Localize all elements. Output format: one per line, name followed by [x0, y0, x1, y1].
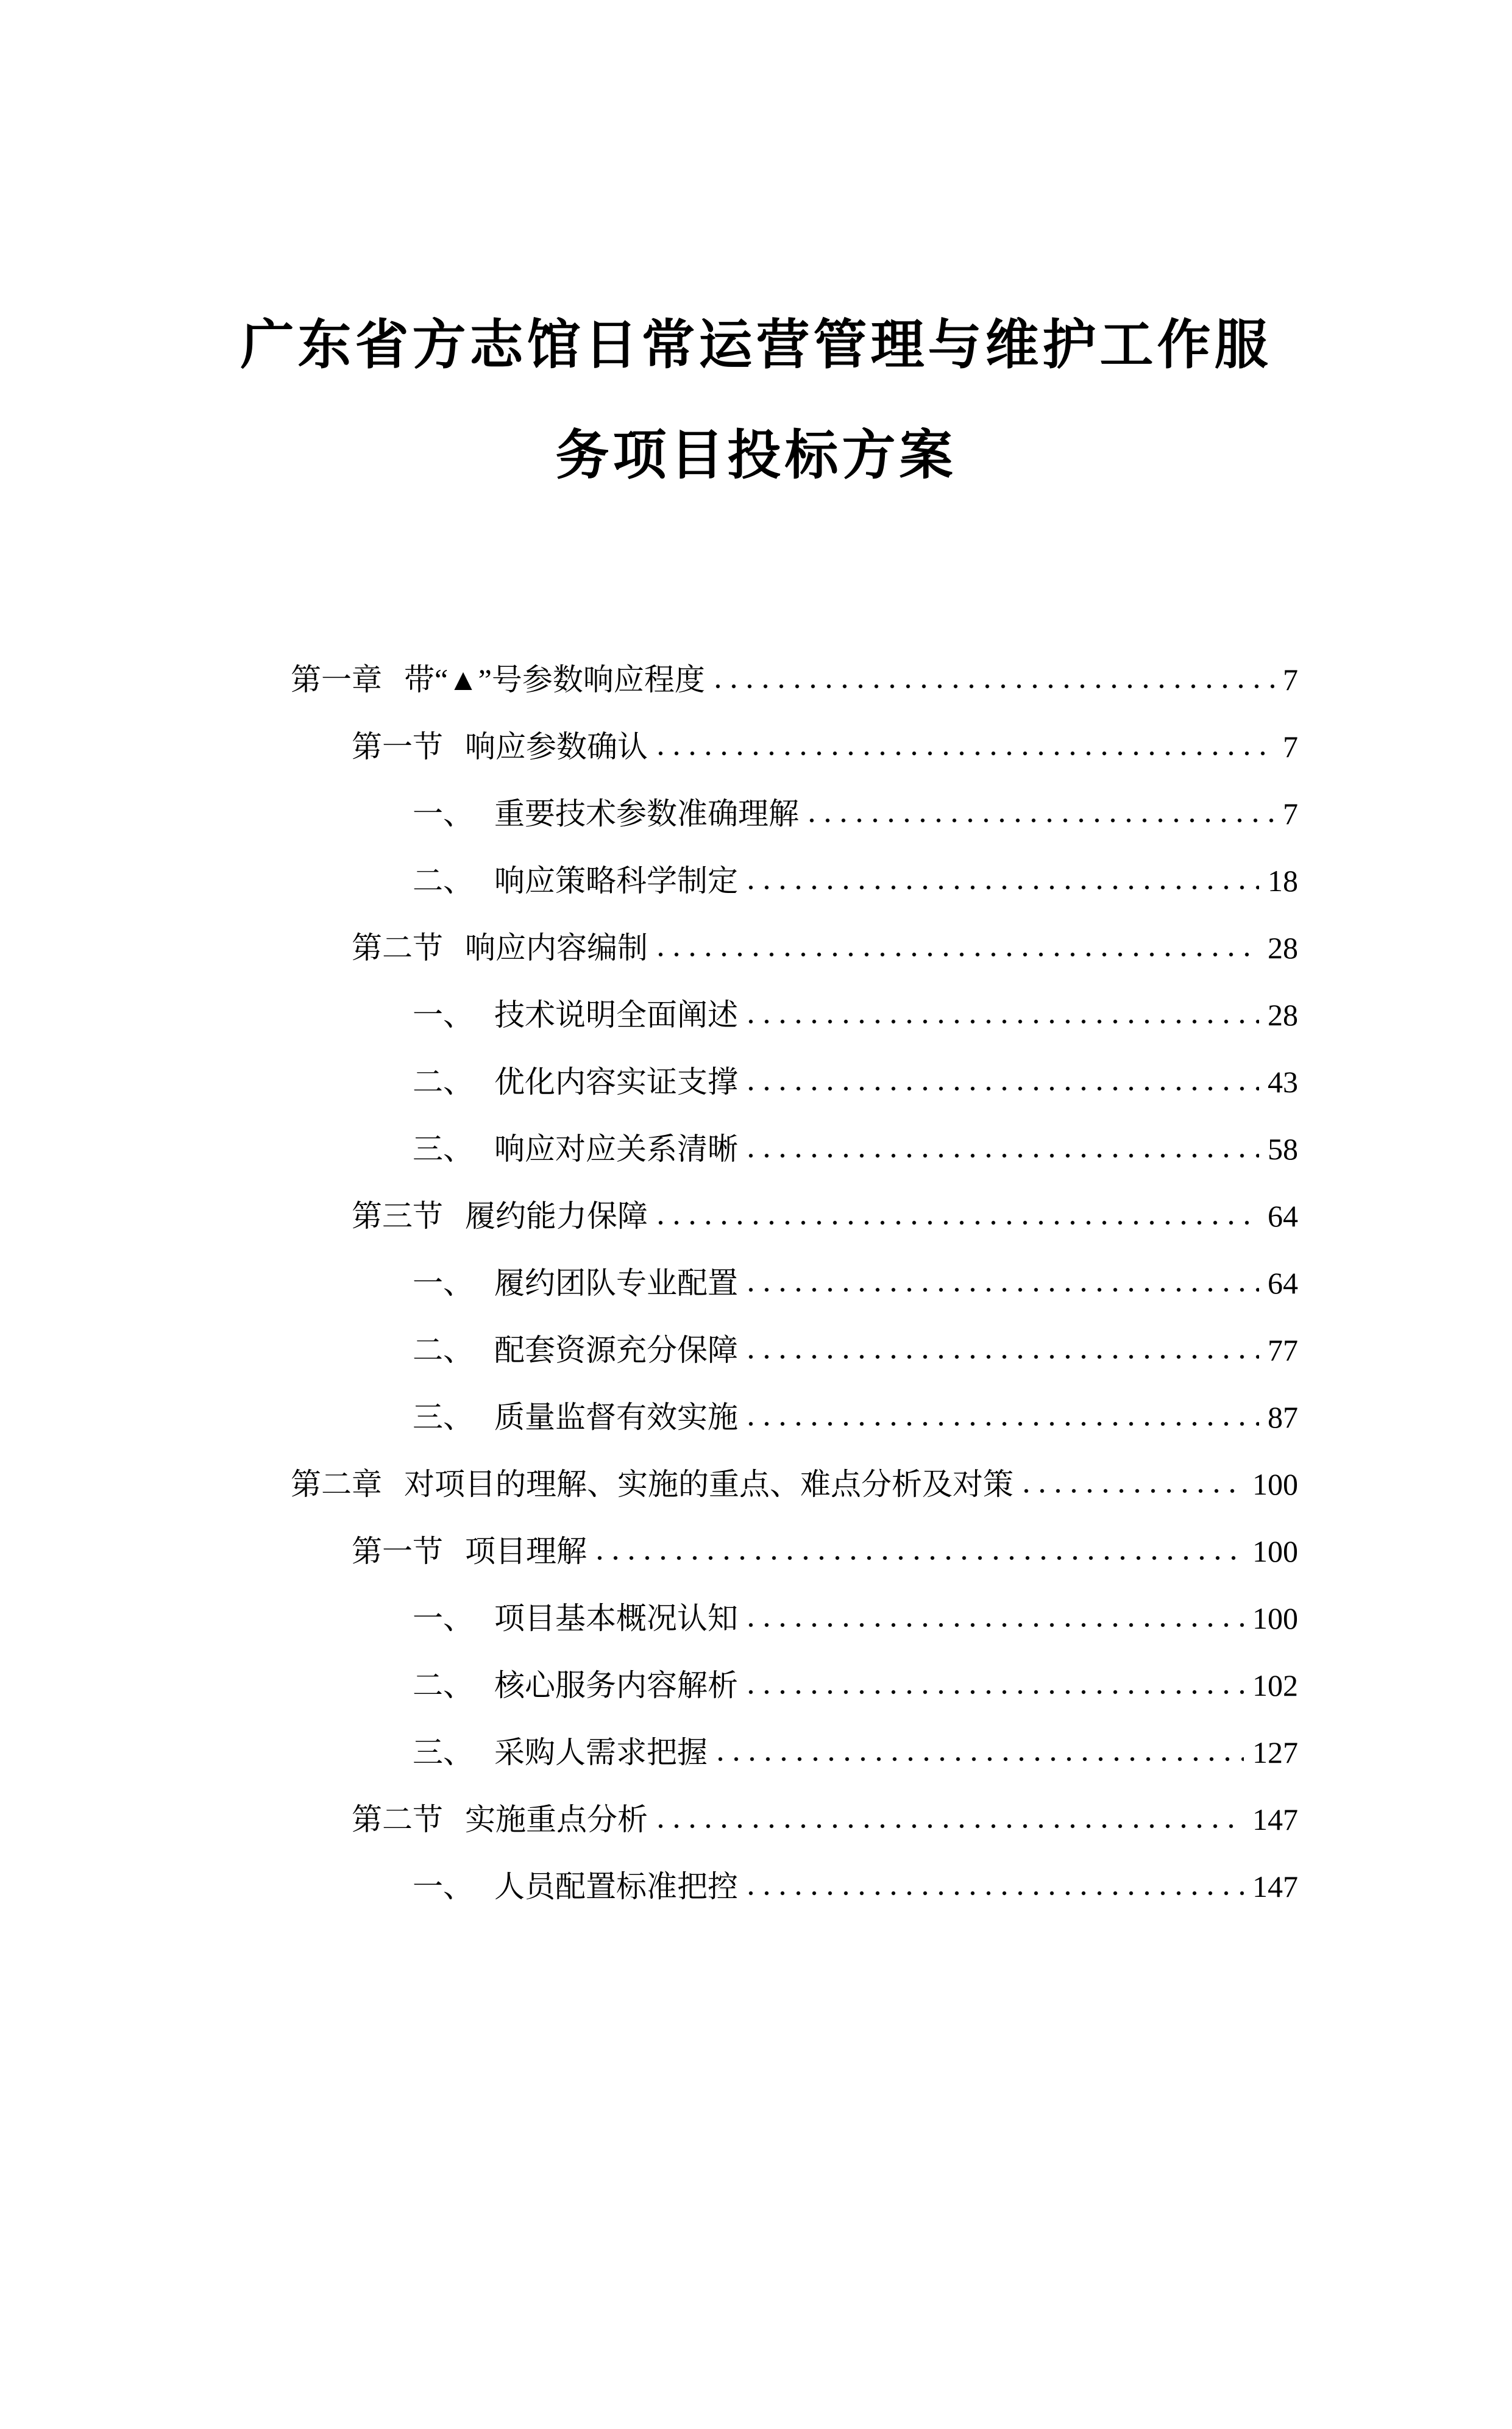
- toc-page-number: 64: [1268, 1266, 1298, 1300]
- toc-entry-number: 第二节: [352, 1802, 443, 1837]
- toc-entry-number: 二、: [413, 1333, 474, 1367]
- toc-page-number: 28: [1268, 998, 1298, 1032]
- toc-page-number: 18: [1268, 864, 1298, 898]
- toc-entry[interactable]: [291, 1250, 1298, 1317]
- table-of-contents: [291, 646, 1298, 1920]
- toc-entry-title: 项目理解: [465, 1534, 587, 1568]
- toc-entry-title: 对项目的理解、实施的重点、难点分析及对策: [404, 1467, 1013, 1501]
- dot-leader: [809, 817, 1274, 824]
- dot-leader: [748, 1890, 1244, 1897]
- toc-page-number: 77: [1268, 1333, 1298, 1367]
- toc-page-number: 7: [1283, 797, 1298, 831]
- dot-leader: [1023, 1487, 1244, 1495]
- dot-leader: [658, 1219, 1259, 1226]
- dot-leader: [658, 1823, 1244, 1830]
- dot-leader: [658, 951, 1259, 958]
- toc-page-number: 7: [1283, 730, 1298, 764]
- toc-entry-number: 第三节: [352, 1199, 443, 1233]
- document-page: [0, 291, 1512, 2429]
- toc-entry-number: 三、: [413, 1132, 474, 1166]
- dot-leader: [748, 1085, 1259, 1092]
- document-title-line-1: 广东省方志馆日常运营管理与维护工作服: [240, 316, 1272, 375]
- dot-leader: [717, 1755, 1244, 1763]
- toc-entry-title: 质量监督有效实施: [494, 1400, 738, 1434]
- toc-entry-title: 履约团队专业配置: [494, 1266, 738, 1300]
- toc-entry-number: 三、: [413, 1400, 474, 1434]
- dot-leader: [748, 1286, 1259, 1293]
- toc-entry-number: 二、: [413, 864, 474, 898]
- toc-entry[interactable]: [291, 981, 1298, 1048]
- toc-entry[interactable]: [291, 1317, 1298, 1384]
- toc-entry-title: 项目基本概况认知: [494, 1601, 738, 1635]
- toc-entry[interactable]: [291, 1182, 1298, 1250]
- toc-entry-number: 一、: [413, 1601, 474, 1635]
- toc-entry-number: 第一节: [352, 730, 443, 764]
- toc-page-number: 7: [1283, 663, 1298, 697]
- toc-entry-title: 实施重点分析: [465, 1802, 648, 1837]
- toc-entry-number: 第二节: [352, 931, 443, 965]
- toc-entry-title: 响应内容编制: [465, 931, 648, 965]
- dot-leader: [748, 1621, 1244, 1629]
- toc-entry-number: 一、: [413, 998, 474, 1032]
- toc-entry-title: 技术说明全面阐述: [494, 998, 738, 1032]
- toc-entry[interactable]: [291, 1115, 1298, 1182]
- toc-entry[interactable]: [291, 847, 1298, 914]
- toc-entry-title: 响应策略科学制定: [494, 864, 738, 898]
- toc-entry-title: 响应参数确认: [465, 730, 648, 764]
- toc-entry-title: 响应对应关系清晰: [494, 1132, 738, 1166]
- toc-entry-title: 重要技术参数准确理解: [494, 797, 799, 831]
- toc-entry[interactable]: [291, 1518, 1298, 1585]
- toc-page-number: 127: [1252, 1735, 1298, 1769]
- toc-page-number: 100: [1252, 1534, 1298, 1568]
- toc-page-number: 64: [1268, 1199, 1298, 1233]
- toc-entry[interactable]: [291, 713, 1298, 780]
- toc-entry[interactable]: [291, 1048, 1298, 1115]
- dot-leader: [748, 1018, 1259, 1025]
- toc-entry-number: 一、: [413, 797, 474, 831]
- toc-entry[interactable]: [291, 1384, 1298, 1451]
- dot-leader: [715, 683, 1274, 690]
- toc-entry[interactable]: [291, 646, 1298, 713]
- toc-entry-number: 第一节: [352, 1534, 443, 1568]
- toc-entry[interactable]: [291, 1585, 1298, 1652]
- toc-entry-number: 第二章: [291, 1467, 382, 1501]
- toc-page-number: 28: [1268, 931, 1298, 965]
- dot-leader: [748, 1420, 1259, 1428]
- document-title: [0, 291, 1512, 511]
- toc-entry-number: 一、: [413, 1869, 474, 1904]
- toc-page-number: 100: [1252, 1601, 1298, 1635]
- toc-entry[interactable]: [291, 914, 1298, 981]
- toc-page-number: 100: [1252, 1467, 1298, 1501]
- toc-entry-title: 核心服务内容解析: [494, 1668, 738, 1702]
- dot-leader: [748, 1353, 1259, 1360]
- toc-entry-number: 三、: [413, 1735, 474, 1769]
- dot-leader: [597, 1554, 1244, 1562]
- toc-entry-title: 人员配置标准把控: [494, 1869, 738, 1904]
- toc-entry-title: 采购人需求把握: [494, 1735, 708, 1769]
- toc-entry[interactable]: [291, 780, 1298, 847]
- toc-page-number: 147: [1252, 1802, 1298, 1837]
- dot-leader: [658, 750, 1274, 757]
- toc-entry[interactable]: [291, 1786, 1298, 1853]
- document-title-line-2: 务项目投标方案: [555, 427, 957, 486]
- toc-entry-title: 配套资源充分保障: [494, 1333, 738, 1367]
- toc-entry-title: 履约能力保障: [465, 1199, 648, 1233]
- toc-entry-number: 二、: [413, 1668, 474, 1702]
- toc-entry-number: 二、: [413, 1065, 474, 1099]
- toc-entry[interactable]: [291, 1451, 1298, 1518]
- toc-page-number: 102: [1252, 1668, 1298, 1702]
- toc-entry-title: 优化内容实证支撑: [494, 1065, 738, 1099]
- toc-entry-title: 带“▲”号参数响应程度: [404, 663, 705, 697]
- toc-entry[interactable]: [291, 1652, 1298, 1719]
- toc-entry[interactable]: [291, 1719, 1298, 1786]
- toc-page-number: 87: [1268, 1400, 1298, 1434]
- toc-entry-number: 第一章: [291, 663, 382, 697]
- dot-leader: [748, 884, 1259, 891]
- toc-entry[interactable]: [291, 1853, 1298, 1920]
- dot-leader: [748, 1688, 1244, 1696]
- toc-entry-number: 一、: [413, 1266, 474, 1300]
- dot-leader: [748, 1152, 1259, 1159]
- toc-page-number: 147: [1252, 1869, 1298, 1904]
- toc-page-number: 58: [1268, 1132, 1298, 1166]
- toc-page-number: 43: [1268, 1065, 1298, 1099]
